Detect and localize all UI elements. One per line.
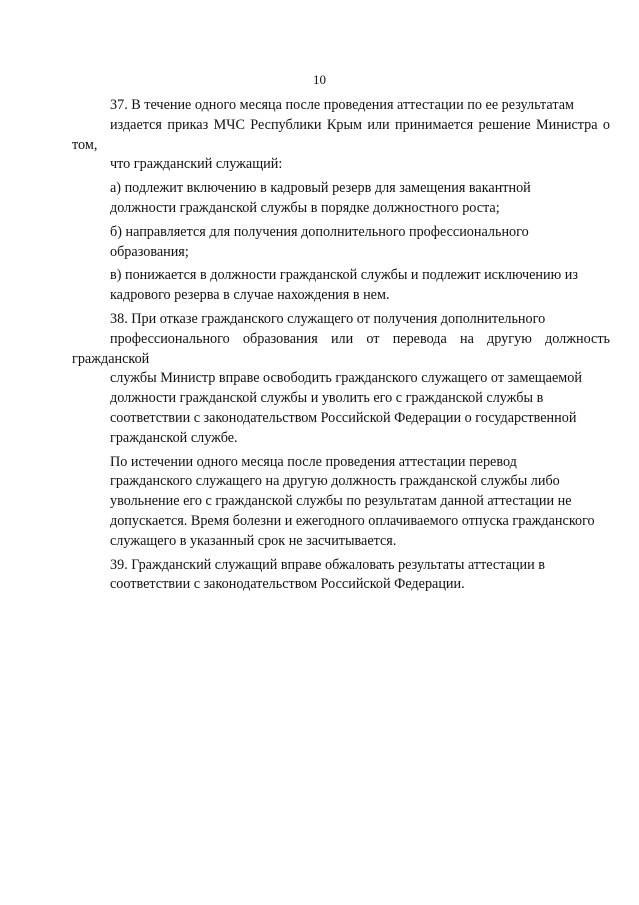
text-line: службы Министр вправе освободить гражданского служащего от замещаемой <box>110 370 582 387</box>
text-line: 38. При отказе гражданского служащего от получения дополнительного <box>110 310 546 327</box>
text-line: соответствии с законодательством Российской Федерации. <box>110 576 465 593</box>
text-line: что гражданский служащий: <box>110 156 283 173</box>
text-line: образования; <box>110 243 189 260</box>
text-line: а) подлежит включению в кадровый резерв для замещения вакантной <box>110 180 531 197</box>
paragraph-37-item-c <box>72 266 610 306</box>
text-line: должности гражданской службы в порядке должностного роста; <box>110 199 500 216</box>
paragraph-37-item-b <box>72 223 610 263</box>
text-line: профессионального образования или от перевода на другую должность гражданской <box>72 330 610 367</box>
document-body <box>72 96 610 599</box>
text-line: увольнение его с гражданской службы по результатам данной аттестации не <box>110 493 572 510</box>
paragraph-38-continued <box>72 453 610 552</box>
text-line: 37. В течение одного месяца после проведения аттестации по ее результатам <box>110 97 574 113</box>
text-line: издается приказ МЧС Республики Крым или принимается решение Министра о том, <box>72 116 610 153</box>
text-line: гражданской службе. <box>110 429 238 446</box>
text-line: должности гражданской службы и уволить его с гражданской службы в <box>110 390 544 407</box>
text-line: в) понижается в должности гражданской службы и подлежит исключению из <box>110 267 578 284</box>
text-line: кадрового резерва в случае нахождения в нем. <box>110 287 390 304</box>
text-line: б) направляется для получения дополнительного профессионального <box>110 223 529 240</box>
paragraph-39 <box>72 556 610 596</box>
text-line: служащего в указанный срок не засчитывается. <box>110 532 397 549</box>
paragraph-37 <box>72 96 610 175</box>
text-line: 39. Гражданский служащий вправе обжаловать результаты аттестации в <box>110 556 545 573</box>
paragraph-37-item-a <box>72 179 610 219</box>
text-line: соответствии с законодательством Российской Федерации о государственной <box>110 409 577 426</box>
text-line: допускается. Время болезни и ежегодного оплачиваемого отпуска гражданского <box>110 512 595 529</box>
page-number: 10 <box>313 72 326 87</box>
paragraph-38 <box>72 310 610 449</box>
text-line: гражданского служащего на другую должность гражданской службы либо <box>110 473 560 490</box>
text-line: По истечении одного месяца после проведения аттестации перевод <box>110 453 517 470</box>
